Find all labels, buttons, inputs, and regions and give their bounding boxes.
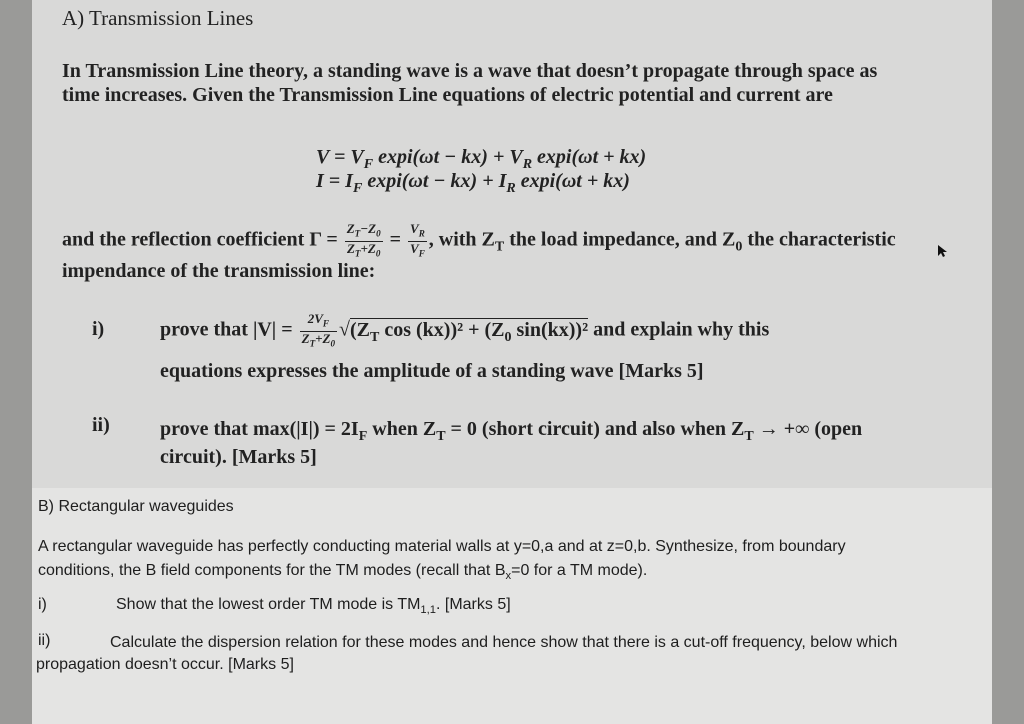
question-b-i-label: i) [38, 596, 47, 613]
question-b-ii-label: ii) [38, 632, 51, 649]
question-a-ii-label: ii) [92, 414, 110, 436]
radicand: ($Z_T$ $\cos (kx))^2 + (Z_0$ sin(kx))² [350, 318, 589, 345]
reflection-fraction-impedance: $\frac{Z_T-Z_0}{Z_T+Z_0}$ [346, 221, 381, 259]
pointer-arrow-icon [936, 244, 948, 258]
section-a-intro-line1: In Transmission Line theory, a standing wave is a wave that doesn’t propagate through space as [62, 60, 878, 82]
question-a-ii-line2: circuit). [Marks 5] [160, 446, 317, 468]
question-b-i-text: Show that the lowest order TM mode is $TM_{1,1}$. [Marks 5] [116, 596, 511, 617]
question-a-i-text: prove that |V| = $\frac{2V_F}{Z_T+Z_0}$ $√(Z_T$ $\cos (kx))^2 + (Z_0$ sin(kx))² and explain why this [160, 311, 770, 349]
current-equation: $I = I_F$ $\exp i(\omega t - kx) + I_R$ expi(ωt + kx) [316, 170, 630, 196]
sqrt-icon: √ [339, 318, 351, 341]
question-a-i-label: i) [92, 318, 105, 340]
document-page [32, 0, 992, 724]
amplitude-fraction: $\frac{2V_F}{Z_T+Z_0}$ [301, 311, 336, 349]
section-b-intro-line2: conditions, the B field components for the TM modes (recall that $B_x=0$ for a TM mode). [38, 562, 648, 583]
reflection-fraction-voltage: $\frac{V_R}{V_F}$ [410, 221, 425, 259]
section-a-intro-line2: time increases. Given the Transmission Line equations of electric potential and current are [62, 84, 833, 106]
question-a-ii-text: prove that $\max(|I|) = 2I_F$ when $Z_T = 0$ (short circuit) and also when $Z_T$ → +∞ (open [160, 418, 863, 444]
section-b-title: B) Rectangular waveguides [38, 498, 234, 515]
reflection-line2: impendance of the transmission line: [62, 260, 376, 282]
section-b-intro-line1: A rectangular waveguide has perfectly conducting material walls at y=0,a and at z=0,b. Synthesize, from boundary [38, 538, 846, 555]
section-a-title: A) Transmission Lines [62, 6, 254, 30]
reflection-coefficient-line: and the reflection coefficient Γ = $\frac{Z_T-Z_0}{Z_T+Z_0}$ = $\frac{V_R}{V_F}$ , with $Z_T$ the load impedance, and $Z_0$ the characteristic [62, 221, 896, 259]
section-a-panel [32, 0, 992, 488]
voltage-equation: $V = V_F$ $\exp i(\omega t - kx) + V_R$ expi(ωt + kx) [316, 146, 647, 172]
question-b-ii-line2: propagation doesn’t occur. [Marks 5] [36, 656, 294, 673]
question-b-ii-text: Calculate the dispersion relation for these modes and hence show that there is a cut-off frequency, below which [110, 634, 898, 651]
question-a-i-line2: equations expresses the amplitude of a standing wave [Marks 5] [160, 360, 704, 382]
